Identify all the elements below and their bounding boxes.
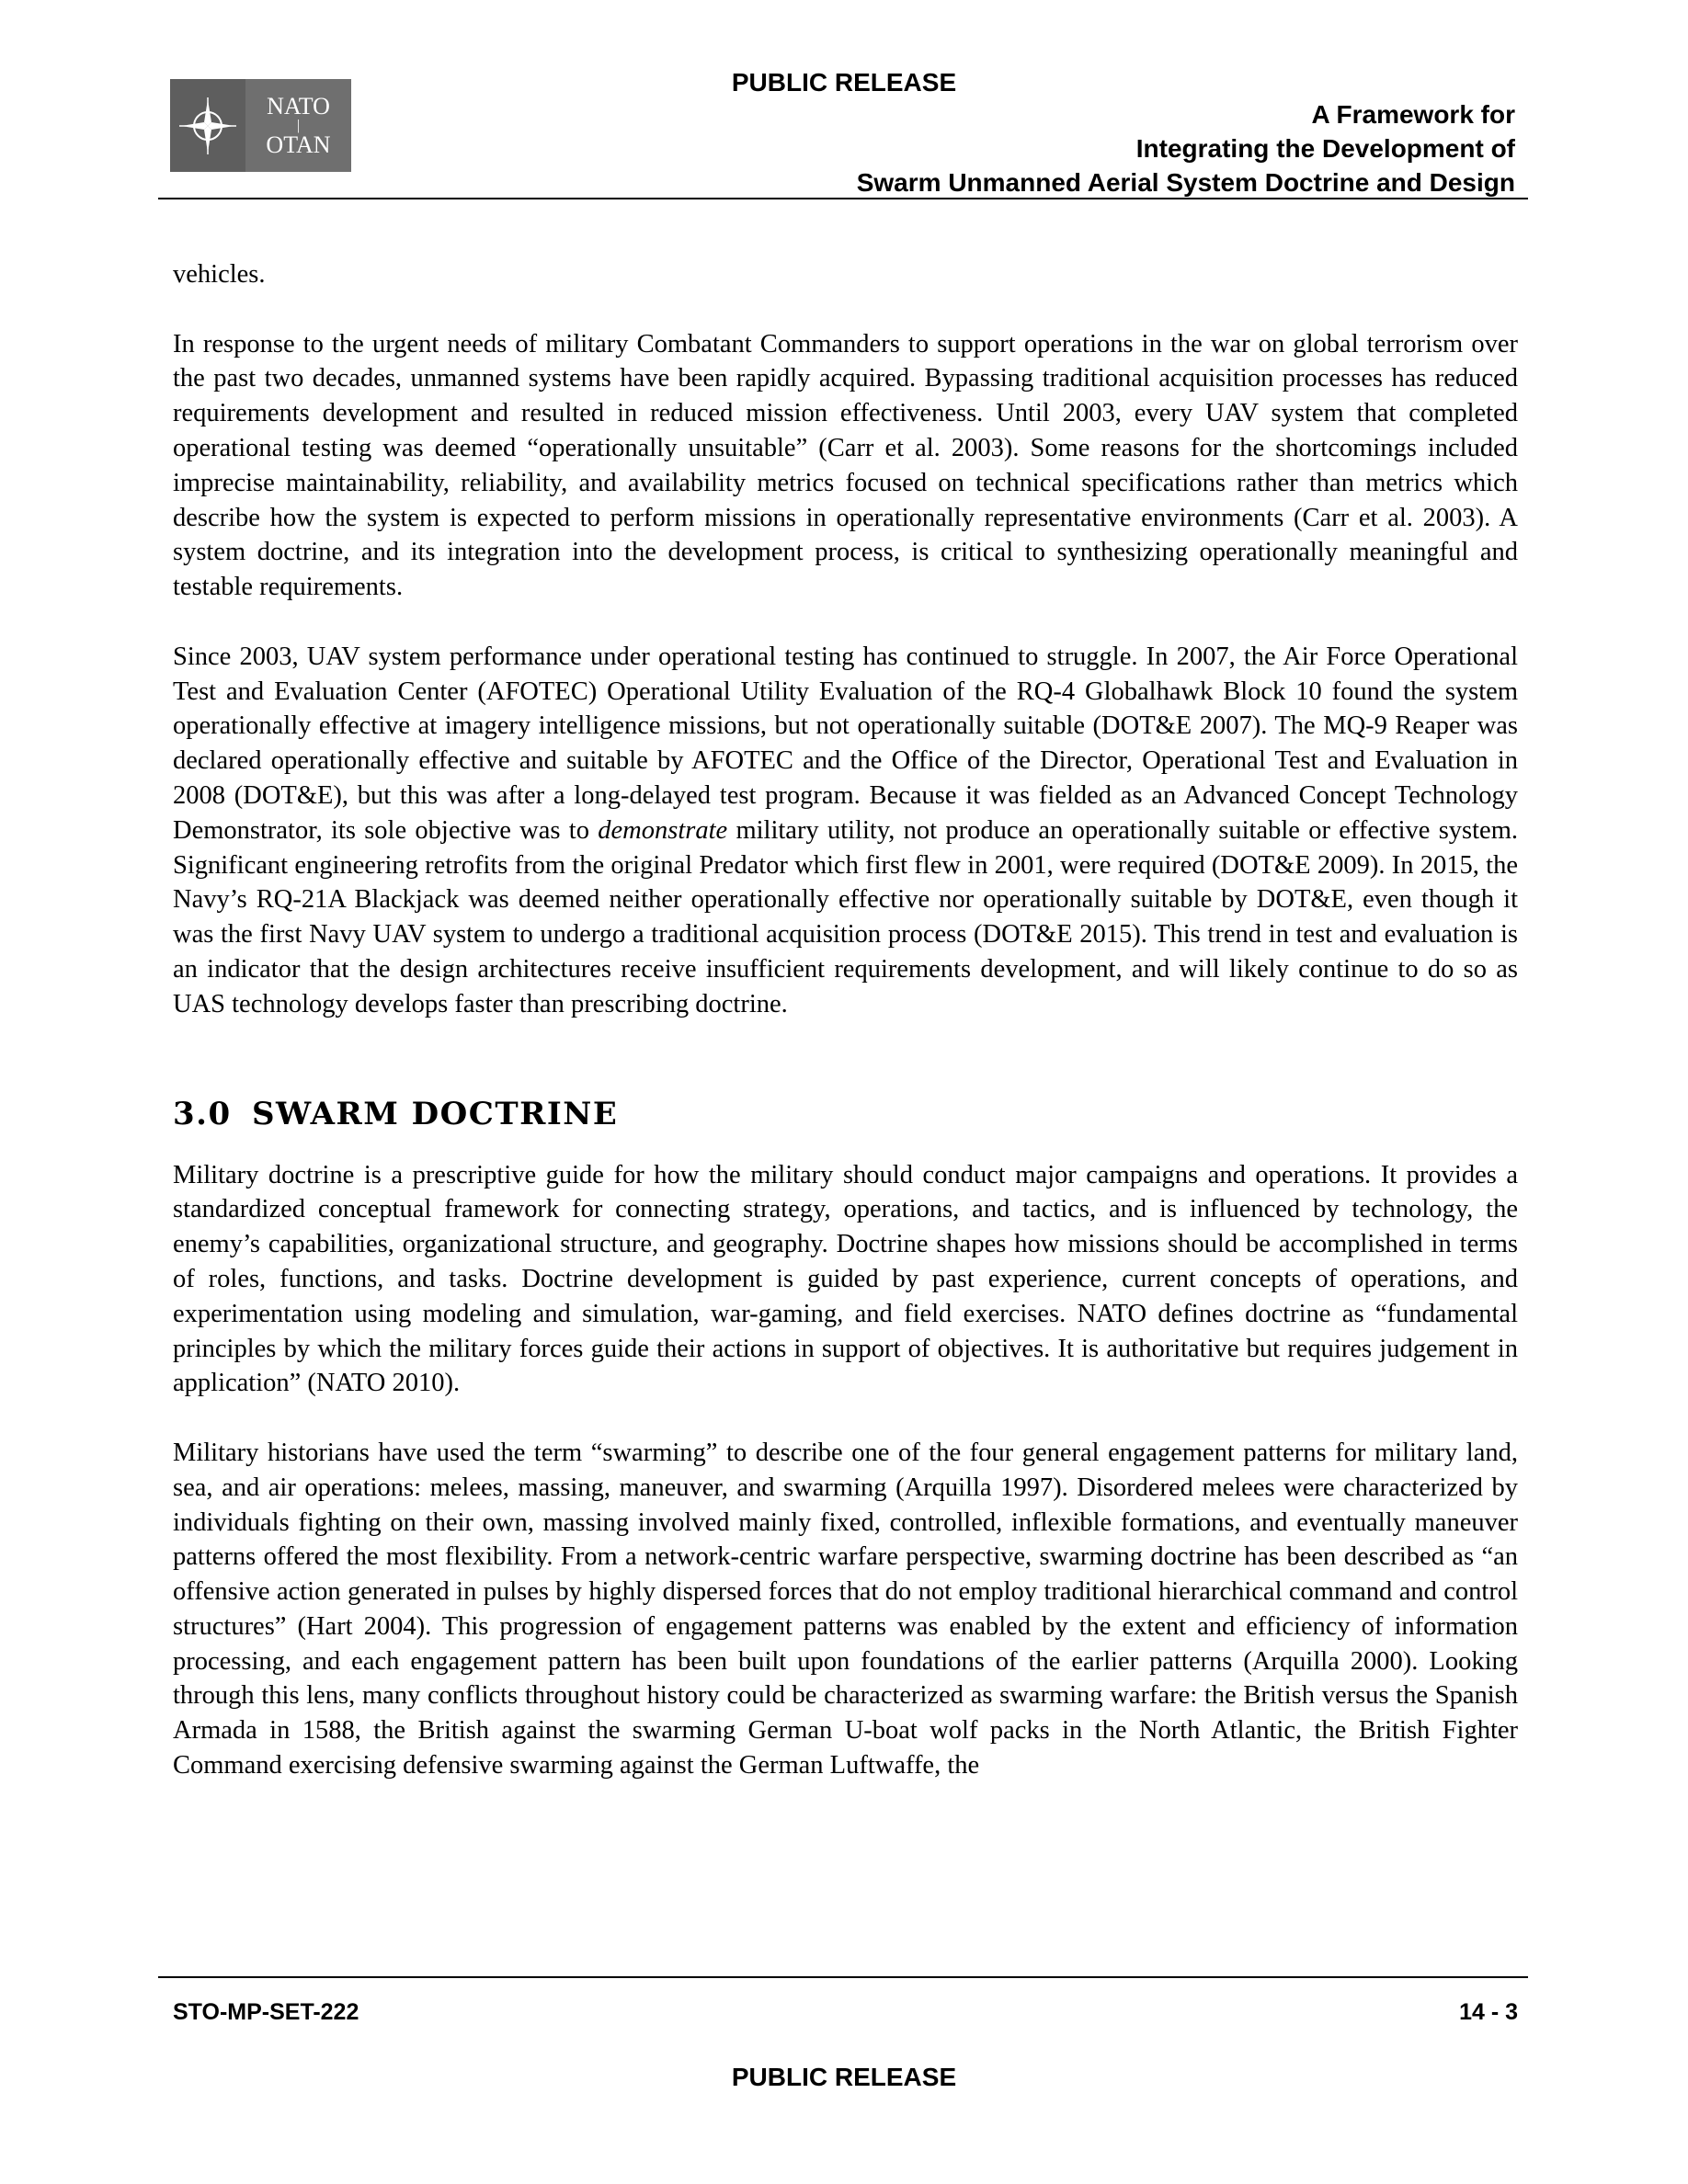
- document-id: STO-MP-SET-222: [173, 1999, 359, 2025]
- public-release-header: PUBLIC RELEASE: [731, 68, 957, 97]
- logo-otan: OTAN: [266, 131, 331, 158]
- paragraph-operational-testing: [173, 640, 1518, 1022]
- title-line-2: Integrating the Development of: [1135, 134, 1515, 163]
- logo-wordmark: [245, 79, 351, 172]
- logo-separator: |: [296, 117, 301, 133]
- public-release-footer: PUBLIC RELEASE: [731, 2063, 957, 2091]
- section-title: SWARM DOCTRINE: [252, 1095, 619, 1132]
- footer-rule: [158, 1976, 1528, 1978]
- section-heading: [173, 1094, 1518, 1134]
- title-line-1: A Framework for: [1311, 100, 1515, 129]
- section-number: 3.0: [173, 1095, 232, 1132]
- paragraph-continuation: vehicles.: [173, 260, 266, 289]
- paragraph-swarming-history: Military historians have used the term “swarming” to describe one of the four general engagement patterns for military land, sea, and air operations: melees, massing, maneuver, and swarming (Arquilla 1997). Disordered melees were characterized by individuals fighting on their own, massing involved mainly fixed, controlled, inflexible formations, and eventually maneuver patterns offered the most flexibility. From a network-centric warfare perspective, swarming doctrine has been described as “an offensive action generated in pulses by highly dispersed forces that do not employ traditional hierarchical command and control structures” (Hart 2004). This progression of engagement patterns was enabled by the extent and efficiency of information processing, and each engagement pattern has been built upon foundations of the earlier patterns (Arquilla 2000). Looking through this lens, many conflicts throughout history could be characterized as swarming warfare: the British versus the Spanish Armada in 1588, the British against the swarming German U-boat wolf packs in the North Atlantic, the British Fighter Command exercising defensive swarming against the German Luftwaffe, the: [173, 1438, 1518, 1780]
- title-line-3: Swarm Unmanned Aerial System Doctrine and Design: [856, 168, 1515, 197]
- document-title: [857, 97, 1515, 199]
- nato-otan-logo: [170, 79, 351, 172]
- header-rule: [158, 198, 1528, 199]
- paragraph-text-b: military utility, not produce an operationally suitable or effective system. Significant engineering retrofits from the original Predator which first flew in 2001, were required (DOT&E 2009). In 2015, the Navy’s RQ-21A Blackjack was deemed neither operationally effective nor operationally suitable by DOT&E, even though it was the first Navy UAV system to undergo a traditional acquisition process (DOT&E 2015). This trend in test and evaluation is an indicator that the design architectures receive insufficient requirements development, and will likely continue to do so as UAS technology develops faster than prescribing doctrine.: [173, 815, 1518, 1018]
- paragraph-text-a: Since 2003, UAV system performance under operational testing has continued to struggle. In 2007, the Air Force Operational Test and Evaluation Center (AFOTEC) Operational Utility Evaluation of the RQ-4 Globalhawk Block 10 found the system operationally effective at imagery intelligence missions, but not operationally suitable (DOT&E 2007). The MQ-9 Reaper was declared operationally effective and suitable by AFOTEC and the Office of the Director, Operational Test and Evaluation in 2008 (DOT&E), but this was after a long-delayed test program. Because it was fielded as an Advanced Concept Technology Demonstrator, its sole objective was to: [173, 642, 1518, 845]
- page-footer: [173, 1999, 1518, 2026]
- emphasis-demonstrate: demonstrate: [598, 815, 728, 845]
- nato-compass-icon: [170, 79, 245, 172]
- page-number: 14 - 3: [1459, 1999, 1518, 2025]
- logo-nato: NATO: [267, 92, 330, 119]
- paragraph-military-doctrine: Military doctrine is a prescriptive guide for how the military should conduct major campaigns and operations. It provides a standardized conceptual framework for connecting strategy, operations, and tactics, and is influenced by technology, the enemy’s capabilities, organizational structure, and geography. Doctrine shapes how missions should be accomplished in terms of roles, functions, and tasks. Doctrine development is guided by past experience, current concepts of operations, and experimentation using modeling and simulation, war-gaming, and field exercises. NATO defines doctrine as “fundamental principles by which the military forces guide their actions in support of objectives. It is authoritative but requires judgement in application” (NATO 2010).: [173, 1160, 1518, 1398]
- page-body: [173, 257, 1518, 1818]
- paragraph-urgent-needs: In response to the urgent needs of military Combatant Commanders to support operations in the war on global terrorism over the past two decades, unmanned systems have been rapidly acquired. Bypassing traditional acquisition processes has reduced requirements development and resulted in reduced mission effectiveness. Until 2003, every UAV system that completed operational testing was deemed “operationally unsuitable” (Carr et al. 2003). Some reasons for the shortcomings included imprecise maintainability, reliability, and availability metrics focused on technical specifications rather than metrics which describe how the system is expected to perform missions in operationally representative environments (Carr et al. 2003). A system doctrine, and its integration into the development process, is critical to synthesizing operationally meaningful and testable requirements.: [173, 329, 1518, 602]
